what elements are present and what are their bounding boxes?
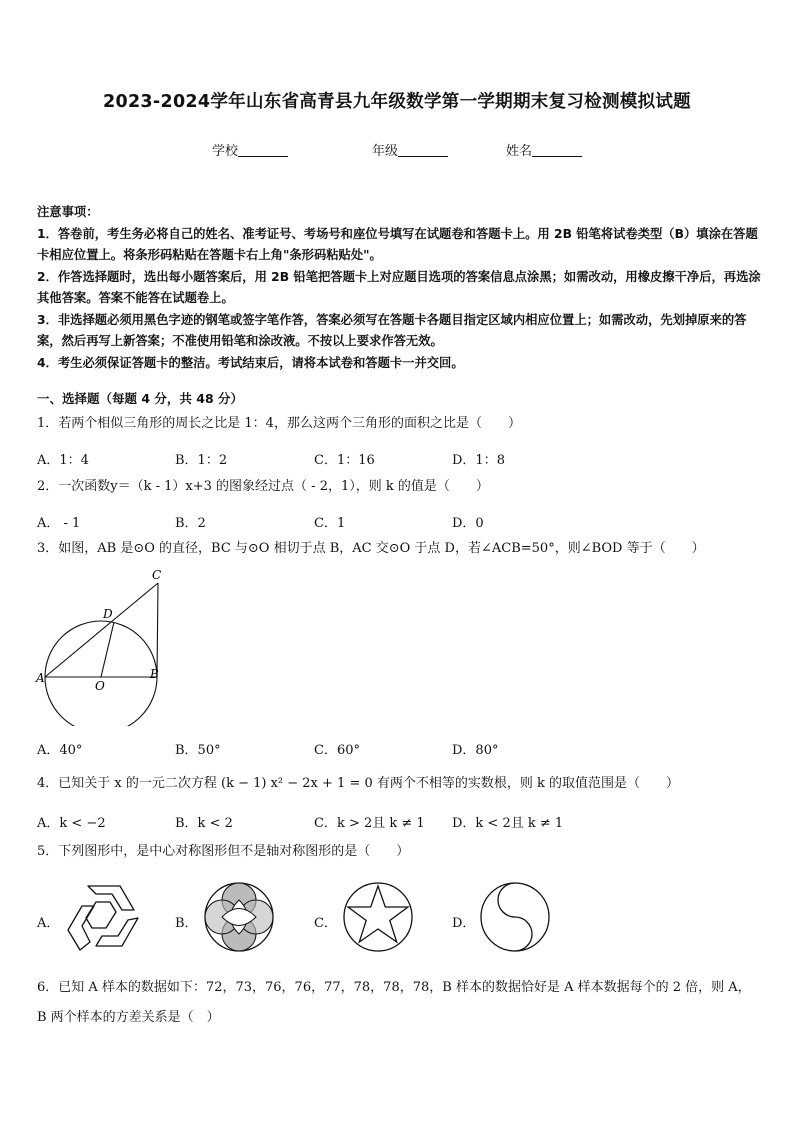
- question-2-stem: 2．一次函数y＝（k - 1）x+3 的图象经过点（ - 2，1），则 k 的值是（ ）: [37, 479, 489, 494]
- segment-od: [101, 622, 114, 677]
- q5-option-c: C．: [314, 916, 337, 931]
- label-c: C: [152, 568, 162, 582]
- circle-o-shape: [45, 621, 157, 726]
- page-title: 2023-2024学年山东省高青县九年级数学第一学期期末复习检测模拟试题: [103, 92, 691, 112]
- q1-option-c: C．1：16: [314, 453, 375, 468]
- question-3-stem: 3．如图，AB 是⊙O 的直径，BC 与⊙O 相切于点 B，AC 交⊙O 于点 D，若∠ACB=50°，则∠BOD 等于（ ）: [37, 541, 705, 556]
- question-6-stem-line2: B 两个样本的方差关系是（ ）: [37, 1010, 220, 1025]
- school-blank: [238, 144, 288, 157]
- q3-option-d: D．80°: [452, 743, 499, 758]
- q1-option-d: D．1：8: [452, 453, 505, 468]
- notes-heading: 注意事项：: [37, 205, 99, 219]
- note-item-4: 4．考生必须保证答题卡的整洁。考试结束后，请将本试卷和答题卡一并交回。: [37, 355, 464, 370]
- label-d: D: [103, 607, 113, 621]
- question-6-stem-line1: 6．已知 A 样本的数据如下：72，73，76，76，77，78，78，78，B 样本的数据恰好是 A 样本数据每个的 2 倍，则 A，: [37, 980, 751, 995]
- note-item-3: 3．非选择题必须用黑色字迹的钢笔或签字笔作答，答案必须写在答题卡各题目指定区域内相应位置上；如需改动，先划掉原来的答案，然后再写上新答案；不准使用铅笔和涂改液。不按以上要求作答无效。: [37, 312, 747, 348]
- note-item-1: 1．答卷前，考生务必将自己的姓名、准考证号、考场号和座位号填写在试题卷和答题卡上。用 2B 铅笔将试卷类型（B）填涂在答题卡相应位置上。将条形码粘贴在答题卡右上角"条形码粘贴处"。: [37, 226, 758, 262]
- name-blank: [532, 144, 582, 157]
- q5-star-in-circle-figure: [341, 880, 415, 954]
- tangent-bc: [157, 583, 158, 677]
- q4-option-d: D．k < 2且 k ≠ 1: [452, 816, 564, 831]
- q2-option-a: A． - 1: [37, 516, 81, 531]
- label-o: O: [95, 679, 105, 693]
- grade-label: 年级: [372, 144, 399, 159]
- school-label: 学校: [212, 144, 239, 159]
- label-a: A: [36, 671, 45, 685]
- q5-recycle-shape-figure: [62, 880, 146, 958]
- name-label: 姓名: [506, 144, 533, 159]
- question-5-stem: 5．下列图形中，是中心对称图形但不是轴对称图形的是（ ）: [37, 844, 410, 859]
- q5-option-a: A．: [37, 916, 60, 931]
- q1-option-b: B．1：2: [175, 453, 228, 468]
- question-4-stem: 4．已知关于 x 的一元二次方程 (k − 1) x² − 2x + 1 = 0 有两个不相等的实数根，则 k 的取值范围是（ ）: [37, 776, 680, 791]
- section-heading: 一、选择题（每题 4 分，共 48 分）: [37, 391, 244, 406]
- grade-field: [372, 140, 448, 159]
- label-b: B: [150, 667, 159, 681]
- grade-blank: [398, 144, 448, 157]
- question-1-stem: 1．若两个相似三角形的周长之比是 1：4，那么这两个三角形的面积之比是（ ）: [37, 416, 521, 431]
- q4-option-c: C．k > 2且 k ≠ 1: [314, 816, 425, 831]
- q5-yin-yang-curve-figure: [478, 880, 552, 954]
- exam-notes: [37, 202, 762, 374]
- school-field: [212, 140, 288, 159]
- q2-option-c: C．1: [314, 516, 346, 531]
- q3-option-a: A．40°: [37, 743, 83, 758]
- q4-option-a: A．k < −2: [37, 816, 106, 831]
- q3-circle-tangent-figure: [34, 566, 174, 726]
- q3-option-c: C．60°: [314, 743, 360, 758]
- q1-option-a: A．1：4: [37, 453, 89, 468]
- q3-option-b: B．50°: [175, 743, 221, 758]
- q5-four-petal-circle-figure: [202, 880, 276, 954]
- q4-option-b: B．k < 2: [175, 816, 233, 831]
- note-item-2: 2．作答选择题时，选出每小题答案后，用 2B 铅笔把答题卡上对应题目选项的答案信息点涂黑；如需改动，用橡皮擦干净后，再选涂其他答案。答案不能答在试题卷上。: [37, 269, 761, 305]
- line-ac: [45, 583, 158, 677]
- q2-option-d: D．0: [452, 516, 484, 531]
- q5-option-d: D．: [452, 916, 476, 931]
- name-field: [506, 140, 582, 159]
- q5-option-b: B．: [175, 916, 198, 931]
- q2-option-b: B．2: [175, 516, 206, 531]
